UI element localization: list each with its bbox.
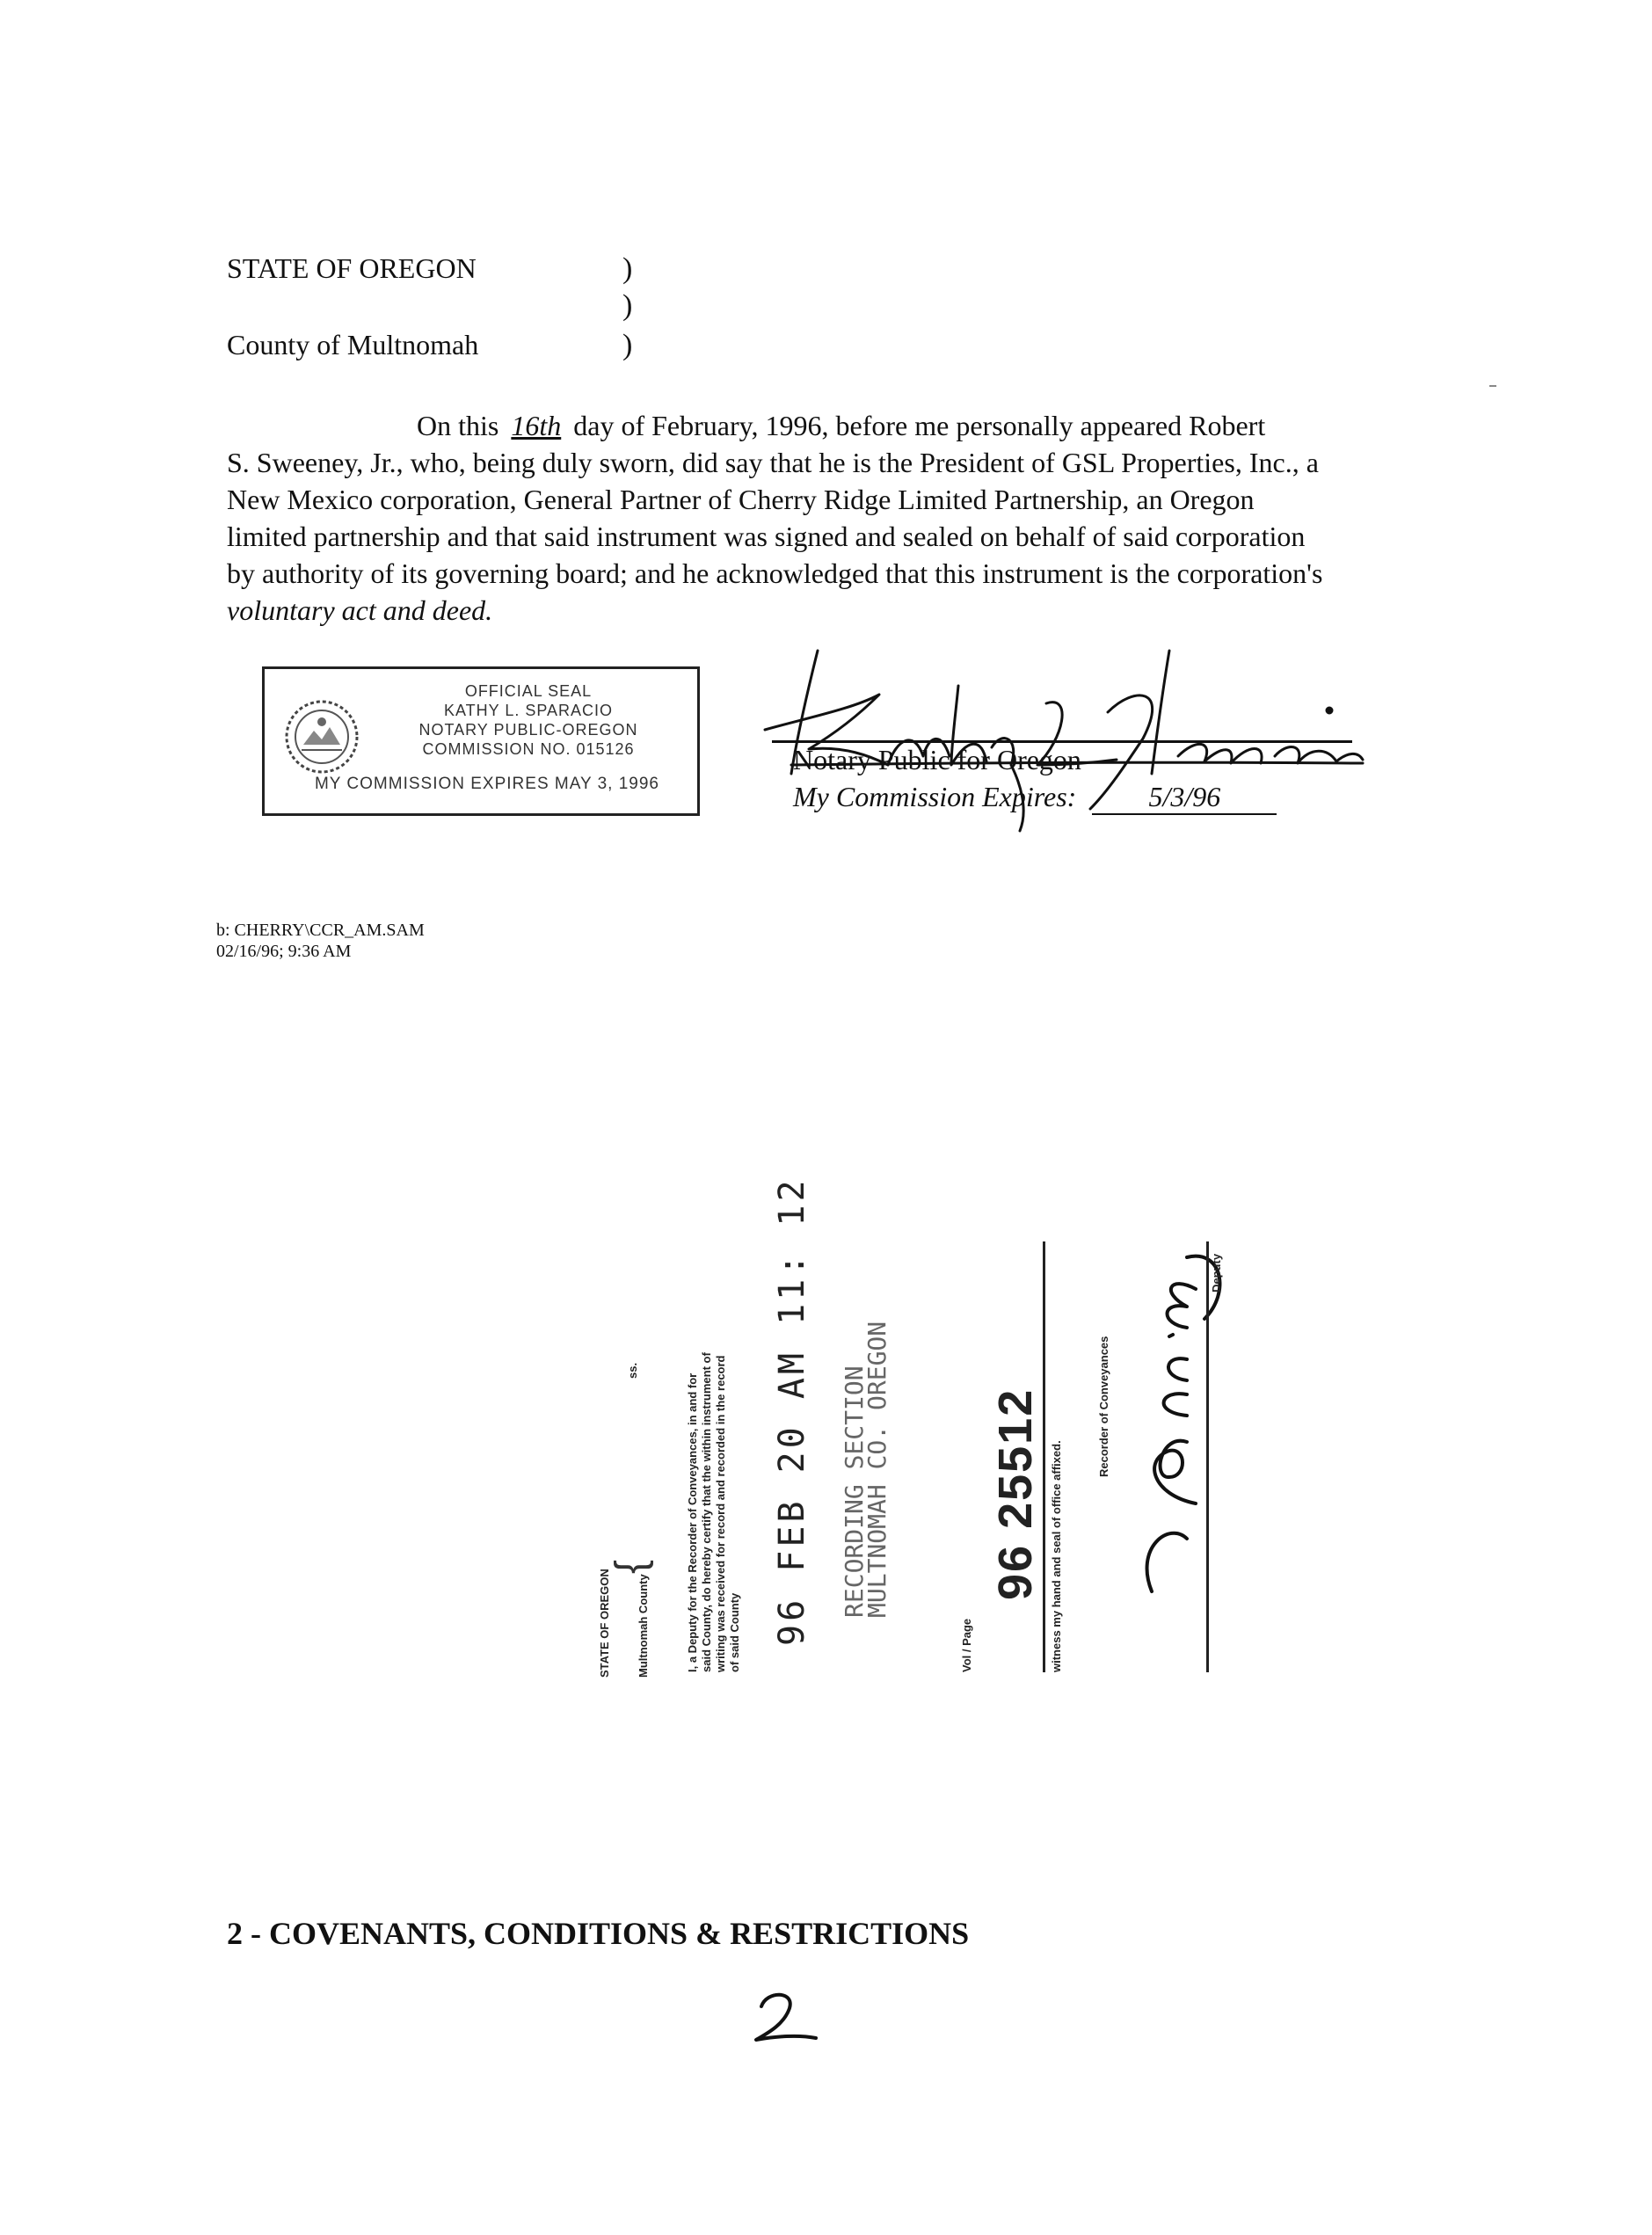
stamp-vol-page: Vol / Page bbox=[960, 1618, 973, 1672]
stamp-document-number: 96 25512 bbox=[989, 1387, 1042, 1600]
signature-line bbox=[772, 740, 1352, 743]
seal-office: NOTARY PUBLIC-OREGON bbox=[418, 721, 638, 739]
stamp-deputy: Deputy bbox=[1210, 1253, 1223, 1292]
seal-text bbox=[370, 681, 687, 759]
venue-county: County of Multnomah bbox=[227, 329, 479, 360]
file-path: b: CHERRY\CCR_AM.SAM bbox=[216, 921, 425, 940]
footer-caption: 2 - COVENANTS, CONDITIONS & RESTRICTIONS bbox=[227, 1916, 970, 1951]
stamp-recording-section: RECORDING SECTION bbox=[840, 1365, 869, 1618]
ack-line-3: New Mexico corporation, General Partner of Cherry Ridge Limited Partnership, an Oregon bbox=[227, 484, 1255, 515]
stamp-recording-county: MULTNOMAH CO. OREGON bbox=[862, 1321, 891, 1618]
ack-line-4: limited partnership and that said instrument was signed and sealed on behalf of said corporation bbox=[227, 521, 1306, 552]
venue-paren: ) bbox=[622, 289, 633, 322]
stamp-brace: { bbox=[608, 1559, 654, 1574]
notary-title bbox=[793, 744, 1081, 776]
venue-paren: ) bbox=[622, 329, 633, 361]
stamp-cert-line-1: I, a Deputy for the Recorder of Conveyances, in and for bbox=[686, 1372, 699, 1672]
acknowledgment-paragraph bbox=[227, 407, 1458, 629]
stamp-recorder: Recorder of Conveyances bbox=[1097, 1336, 1110, 1477]
ack-day-field: 16th bbox=[511, 410, 562, 441]
stamp-cert-line-2: said County, do hereby certify that the within instrument of bbox=[700, 1352, 713, 1672]
venue-state: STATE OF OREGON bbox=[227, 252, 477, 284]
seal-expiry: MY COMMISSION EXPIRES MAY 3, 1996 bbox=[314, 775, 659, 793]
stamp-rule bbox=[1206, 1241, 1209, 1672]
handwritten-page-number bbox=[749, 1987, 819, 2053]
ack-line-1 bbox=[227, 407, 1458, 444]
file-timestamp: 02/16/96; 9:36 AM bbox=[216, 942, 352, 961]
ack-lead: On this bbox=[417, 410, 499, 441]
stamp-rule bbox=[1043, 1241, 1045, 1672]
stamp-state: STATE OF OREGON bbox=[598, 1569, 611, 1678]
stamp-cert-line-4: of said County bbox=[728, 1592, 741, 1672]
ack-line-5: by authority of its governing board; and he acknowledged that this instrument is the corporation's bbox=[227, 557, 1323, 589]
ack-line-2: S. Sweeney, Jr., who, being duly sworn, did say that he is the President of GSL Properties, Inc., a bbox=[227, 447, 1319, 478]
ack-line1-rest: day of February, 1996, before me personally appeared Robert bbox=[573, 410, 1266, 441]
stamp-county: Multnomah County bbox=[637, 1574, 650, 1678]
seal-name: KATHY L. SPARACIO bbox=[443, 702, 614, 719]
stamp-witness: witness my hand and seal of office affixed. bbox=[1050, 1440, 1063, 1672]
stamp-ss: ss. bbox=[626, 1362, 639, 1379]
venue-paren: ) bbox=[622, 252, 633, 285]
state-seal-icon bbox=[284, 699, 360, 779]
notary-commission-expires bbox=[793, 781, 1277, 815]
scan-mark bbox=[1489, 385, 1496, 387]
expires-label: My Commission Expires: bbox=[793, 781, 1077, 812]
ack-line-6: voluntary act and deed. bbox=[227, 594, 493, 626]
stamp-received-date: 96 FEB 20 AM 11: 12 bbox=[772, 1176, 812, 1646]
notary-title-text: Notary Public for Oregon bbox=[793, 744, 1081, 775]
expires-value: 5/3/96 bbox=[1092, 781, 1277, 815]
deputy-signature bbox=[1134, 1240, 1231, 1613]
seal-heading: OFFICIAL SEAL bbox=[464, 682, 593, 700]
seal-commission-number: COMMISSION NO. 015126 bbox=[422, 740, 635, 758]
stamp-cert-line-3: writing was received for record and recorded in the record bbox=[714, 1355, 727, 1672]
official-seal-stamp bbox=[262, 666, 700, 816]
